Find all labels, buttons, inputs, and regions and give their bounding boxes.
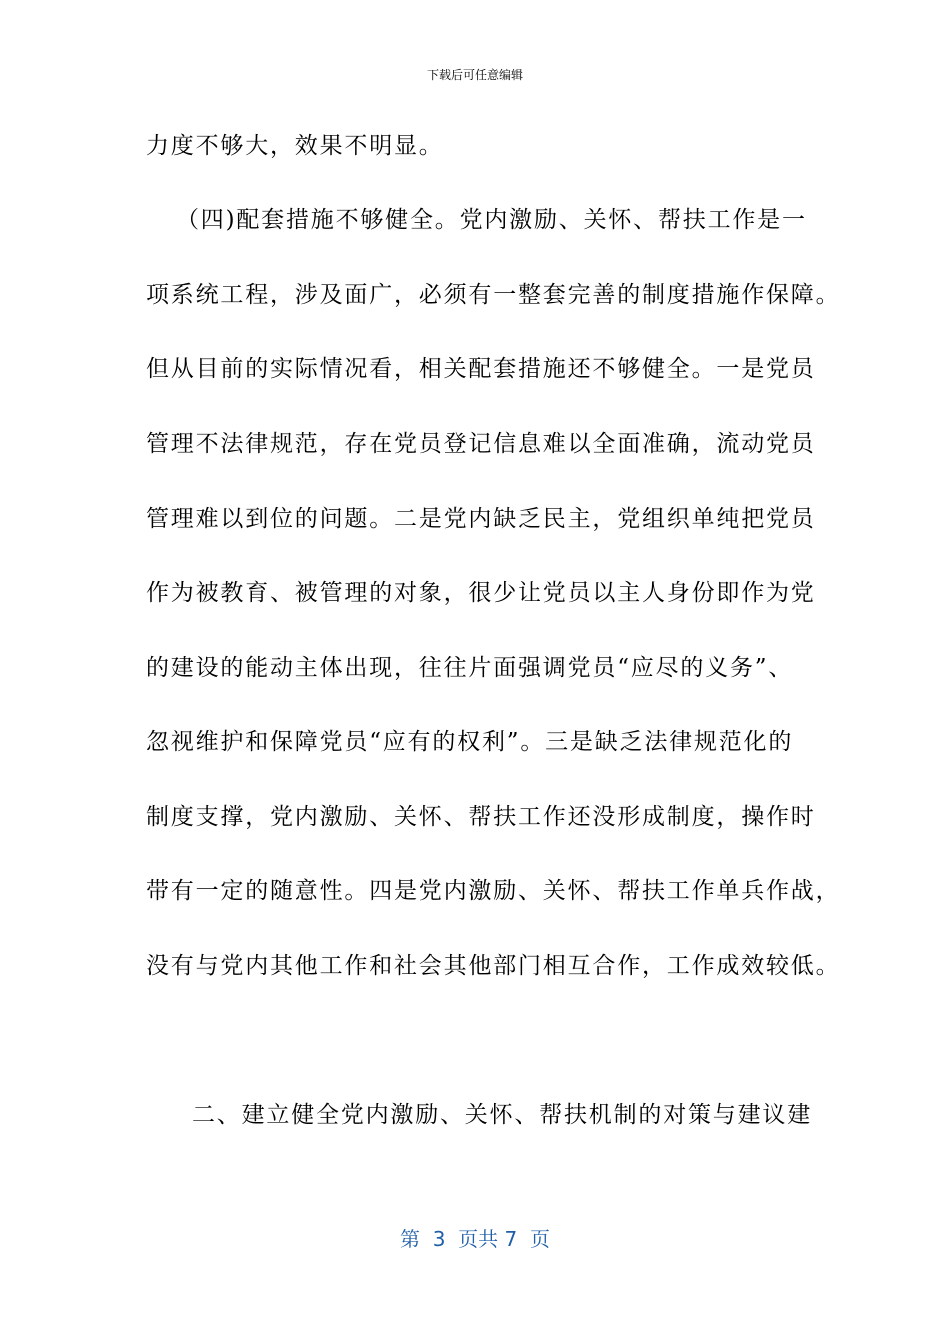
section-heading: 二、建立健全党内激励、关怀、帮扶机制的对策与建议建 — [192, 1102, 812, 1128]
text-line: 管理难以到位的问题。二是党内缺乏民主，党组织单纯把党员 — [146, 506, 816, 532]
text-line: 的建设的能动主体出现，往往片面强调党员“应尽的义务”、 — [146, 655, 794, 681]
text-line: 但从目前的实际情况看，相关配套措施还不够健全。一是党员 — [146, 356, 816, 382]
text-line: 管理不法律规范，存在党员登记信息难以全面准确，流动党员 — [146, 431, 816, 457]
text-line: 带有一定的随意性。四是党内激励、关怀、帮扶工作单兵作战， — [146, 878, 841, 904]
page-number: 第 3 页共 7 页 — [400, 1227, 550, 1251]
text-line: 没有与党内其他工作和社会其他部门相互合作，工作成效较低。 — [146, 953, 841, 979]
text-line: 项系统工程，涉及面广，必须有一整套完善的制度措施作保障。 — [146, 282, 841, 308]
text-line: 力度不够大，效果不明显。 — [146, 133, 444, 159]
text-line: 忽视维护和保障党员“应有的权利”。三是缺乏法律规范化的 — [146, 729, 794, 755]
text-line: 作为被教育、被管理的对象，很少让党员以主人身份即作为党 — [146, 580, 816, 606]
header-note: 下载后可任意编辑 — [426, 68, 523, 82]
text-line: （四)配套措施不够健全。党内激励、关怀、帮扶工作是一 — [176, 207, 807, 233]
text-line: 制度支撑，党内激励、关怀、帮扶工作还没形成制度，操作时 — [146, 804, 816, 830]
